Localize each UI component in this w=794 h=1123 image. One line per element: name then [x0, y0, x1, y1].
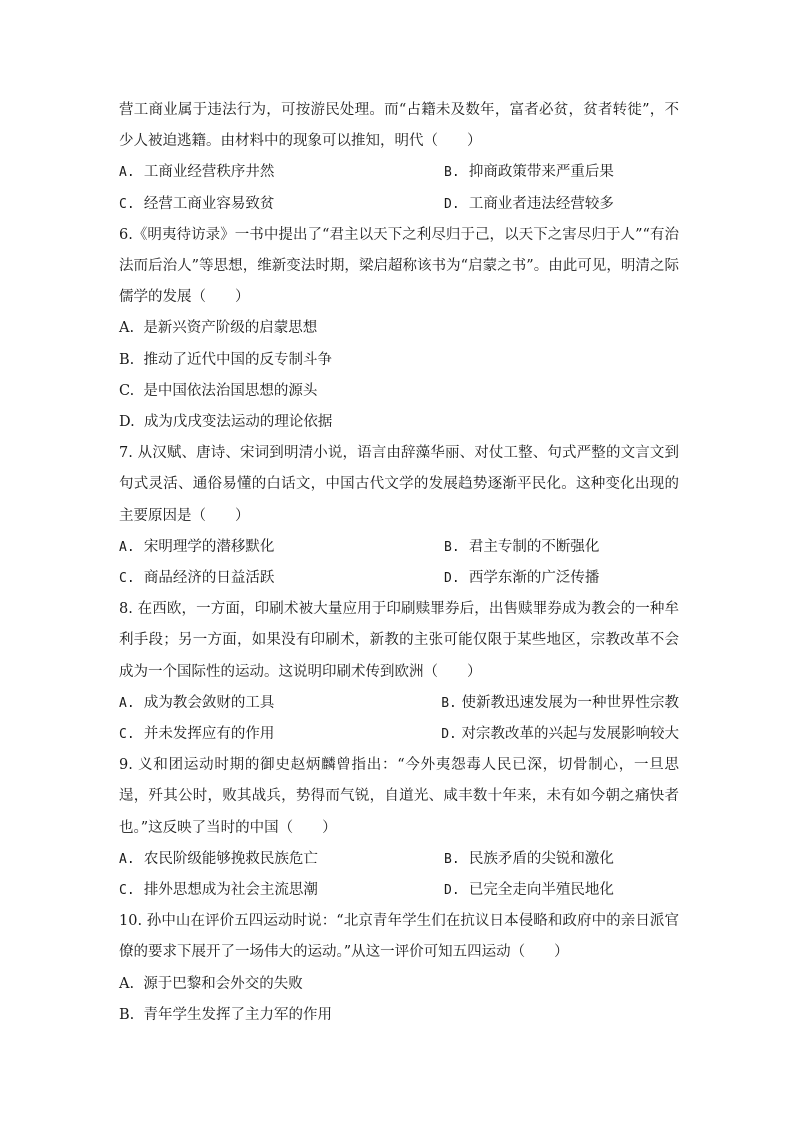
- option-b[interactable]: B. 青年学生发挥了主力军的作用: [119, 1006, 332, 1023]
- option-a[interactable]: A. 工商业经营秩序井然: [119, 164, 275, 181]
- option-c[interactable]: C. 是中国依法治国思想的源头: [119, 382, 318, 399]
- options-row: [119, 875, 679, 906]
- option-b[interactable]: B. 君主专制的不断强化: [444, 538, 600, 555]
- question-10-stem: 10. 孙中山在评价五四运动时说：“北京青年学生们在抗议日本侵略和政府中的亲日派官僚的要求下展开了一场伟大的运动。”从这一评价可知五四运动（ ）: [119, 913, 679, 961]
- question-6-stem: 6.《明夷待访录》一书中提出了“君主以天下之利尽归于己，以天下之害尽归于人”“有治法而后治人”等思想，维新变法时期，梁启超称该书为“启蒙之书”。由此可见，明清之际儒学的发展（ ）: [119, 226, 679, 306]
- option-a[interactable]: A. 是新兴资产阶级的启蒙思想: [119, 320, 318, 337]
- option-d[interactable]: D. 成为戊戌变法运动的理论依据: [119, 414, 333, 431]
- options-row: [119, 157, 679, 188]
- option-a[interactable]: A. 农民阶级能够挽救民族危亡: [119, 850, 318, 867]
- option-a[interactable]: A. 成为教会敛财的工具: [119, 694, 275, 711]
- option-a[interactable]: A. 宋明理学的潜移默化: [119, 538, 275, 555]
- option-d[interactable]: D. 已完全走向半殖民地化: [444, 882, 614, 899]
- options-row: [119, 532, 679, 563]
- question-5-stem: 营工商业属于违法行为，可按游民处理。而“占籍未及数年，富者必贫，贫者转徙”，不少人被迫逃籍。由材料中的现象可以推知，明代（ ）: [119, 102, 679, 150]
- options-row: [119, 844, 679, 875]
- option-b[interactable]: B. 推动了近代中国的反专制斗争: [119, 351, 332, 368]
- option-c[interactable]: C. 经营工商业容易致贫: [119, 195, 275, 212]
- question-8-stem: 8. 在西欧，一方面，印刷术被大量应用于印刷赎罪券后，出售赎罪券成为教会的一种牟利手段；另一方面，如果没有印刷术，新教的主张可能仅限于某些地区，宗教改革不会成为一个国际性的运动。这说明印刷术传到欧洲（ ）: [119, 601, 679, 680]
- question-content: [119, 95, 679, 1031]
- options-row: [119, 189, 679, 220]
- option-c[interactable]: C. 并未发挥应有的作用: [119, 726, 275, 743]
- options-row: [119, 719, 679, 750]
- question-9-stem: 9. 义和团运动时期的御史赵炳麟曾指出：“今外夷怨毒人民已深，切骨制心，一旦思逞，歼其公时，败其战兵，势得而气锐，自道光、咸丰数十年来，未有如今朝之痛快者也。”这反映了当时的中国（ ）: [119, 757, 679, 836]
- option-a[interactable]: A. 源于巴黎和会外交的失败: [119, 975, 303, 992]
- option-b[interactable]: B. 使新教迅速发展为一种世界性宗教: [441, 694, 679, 711]
- option-c[interactable]: C. 商品经济的日益活跃: [119, 570, 275, 587]
- option-d[interactable]: D. 西学东渐的广泛传播: [444, 570, 600, 587]
- option-b[interactable]: B. 抑商政策带来严重后果: [444, 164, 614, 181]
- option-d[interactable]: D. 工商业者违法经营较多: [444, 195, 614, 212]
- option-b[interactable]: B. 民族矛盾的尖锐和激化: [444, 850, 614, 867]
- question-7-stem: 7. 从汉赋、唐诗、宋词到明清小说，语言由辞藻华丽、对仗工整、句式严整的文言文到句式灵活、通俗易懂的白话文，中国古代文学的发展趋势逐渐平民化。这种变化出现的主要原因是（ ）: [119, 445, 679, 524]
- options-row: [119, 688, 679, 719]
- option-d[interactable]: D. 对宗教改革的兴起与发展影响较大: [441, 726, 679, 743]
- option-c[interactable]: C. 排外思想成为社会主流思潮: [119, 882, 318, 899]
- options-row: [119, 563, 679, 594]
